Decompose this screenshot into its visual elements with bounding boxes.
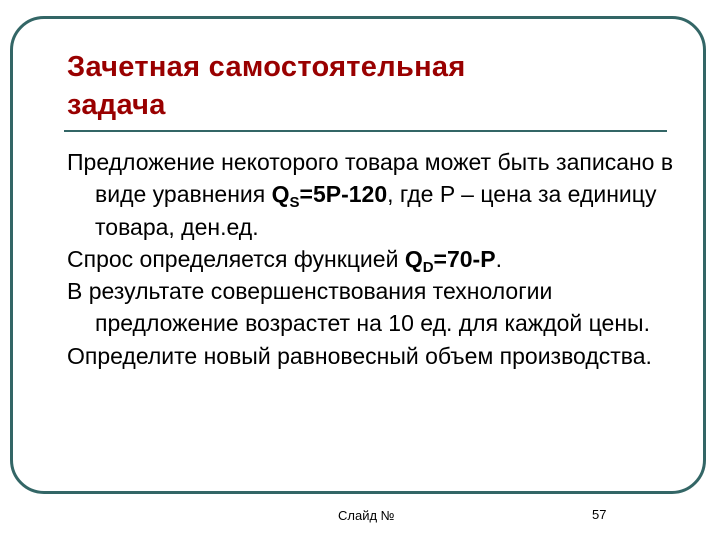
title-line-1: Зачетная самостоятельная — [67, 51, 466, 83]
title-divider — [64, 130, 667, 132]
supply-text-a: Предложение некоторого товара может быть записано в виде уравнения — [67, 149, 674, 208]
demand-formula: =70-P — [433, 245, 496, 272]
demand-q: Q — [404, 245, 423, 272]
paragraph-demand — [67, 243, 677, 275]
demand-text-b: . — [495, 245, 502, 272]
supply-text-b: , где P – цена за единицу товара, ден.ед. — [95, 181, 657, 240]
paragraph-technology: В результате совершенствования технологии предложение возрастет на 10 ед. для каждой цены. — [67, 278, 650, 337]
slide-number-label: Слайд № — [338, 508, 395, 523]
supply-q: Q — [271, 181, 290, 208]
title-line-2: задача — [67, 89, 166, 121]
supply-subscript: S — [289, 194, 300, 212]
slide-title — [67, 48, 667, 124]
demand-text-a: Спрос определяется функцией — [67, 245, 405, 272]
slide-body — [67, 146, 677, 372]
demand-subscript: D — [422, 258, 434, 276]
slide-number: 57 — [592, 507, 607, 522]
supply-formula: =5P-120 — [299, 181, 388, 208]
paragraph-supply — [67, 146, 677, 243]
paragraph-question: Определите новый равновесный объем производства. — [67, 342, 652, 369]
